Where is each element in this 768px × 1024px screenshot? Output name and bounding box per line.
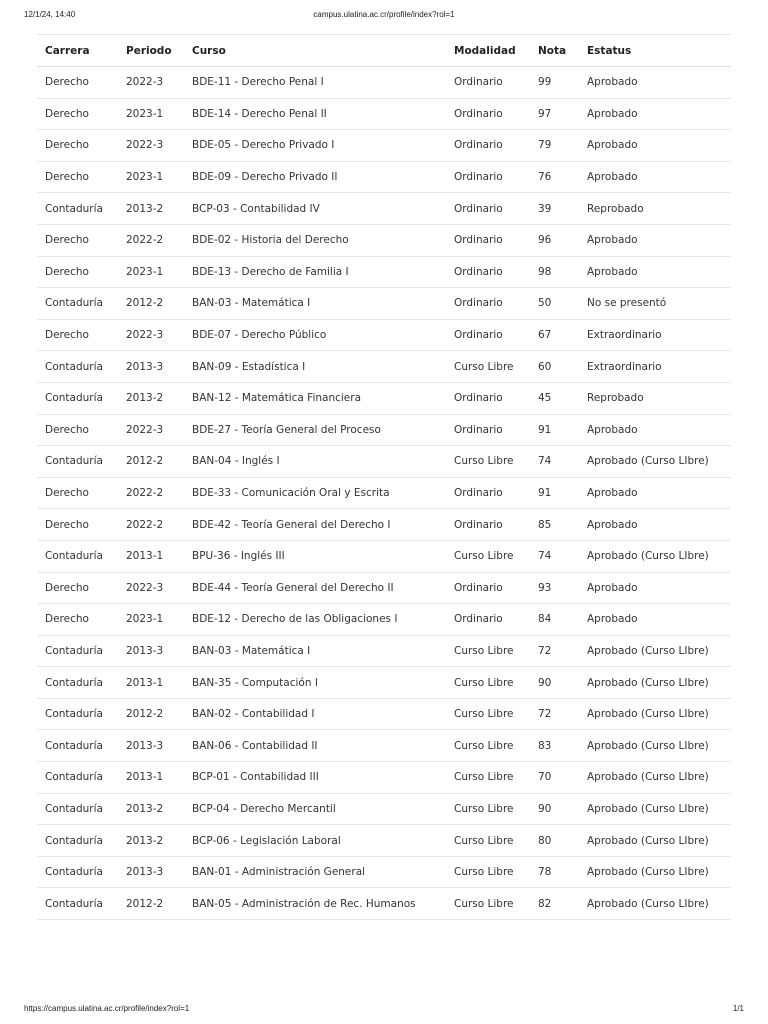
cell-estatus: Aprobado: [579, 604, 731, 636]
cell-periodo: 2022-3: [118, 67, 184, 99]
cell-periodo: 2013-1: [118, 667, 184, 699]
column-header-curso: Curso: [184, 35, 446, 67]
cell-carrera: Derecho: [37, 98, 118, 130]
cell-curso: BAN-03 - Matemática I: [184, 635, 446, 667]
cell-periodo: 2013-3: [118, 730, 184, 762]
cell-curso: BAN-03 - Matemática I: [184, 288, 446, 320]
cell-carrera: Derecho: [37, 477, 118, 509]
table-row: [37, 572, 731, 604]
cell-nota: 98: [530, 256, 579, 288]
cell-curso: BAN-09 - Estadística I: [184, 351, 446, 383]
cell-modalidad: Curso Libre: [446, 698, 530, 730]
cell-periodo: 2023-1: [118, 604, 184, 636]
cell-curso: BDE-27 - Teoría General del Proceso: [184, 414, 446, 446]
cell-periodo: 2012-2: [118, 888, 184, 920]
cell-estatus: Aprobado: [579, 130, 731, 162]
cell-modalidad: Curso Libre: [446, 888, 530, 920]
cell-estatus: Aprobado (Curso LIbre): [579, 446, 731, 478]
print-footer: [24, 1004, 744, 1016]
cell-carrera: Contaduría: [37, 193, 118, 225]
column-header-estatus: Estatus: [579, 35, 731, 67]
cell-carrera: Contaduría: [37, 793, 118, 825]
cell-curso: BDE-02 - Historia del Derecho: [184, 224, 446, 256]
table-row: [37, 667, 731, 699]
cell-curso: BAN-04 - Inglés I: [184, 446, 446, 478]
cell-modalidad: Curso Libre: [446, 825, 530, 857]
cell-curso: BCP-06 - Legislación Laboral: [184, 825, 446, 857]
column-header-carrera: Carrera: [37, 35, 118, 67]
cell-carrera: Contaduría: [37, 825, 118, 857]
cell-curso: BDE-11 - Derecho Penal I: [184, 67, 446, 99]
table-row: [37, 446, 731, 478]
table-row: [37, 351, 731, 383]
cell-curso: BCP-03 - Contabilidad IV: [184, 193, 446, 225]
cell-nota: 84: [530, 604, 579, 636]
cell-modalidad: Ordinario: [446, 67, 530, 99]
cell-modalidad: Curso Libre: [446, 351, 530, 383]
cell-modalidad: Curso Libre: [446, 793, 530, 825]
cell-curso: BAN-02 - Contabilidad I: [184, 698, 446, 730]
cell-carrera: Derecho: [37, 224, 118, 256]
cell-periodo: 2023-1: [118, 98, 184, 130]
cell-modalidad: Ordinario: [446, 130, 530, 162]
cell-curso: BDE-42 - Teoría General del Derecho I: [184, 509, 446, 541]
cell-modalidad: Ordinario: [446, 288, 530, 320]
cell-estatus: Aprobado (Curso LIbre): [579, 635, 731, 667]
cell-carrera: Contaduría: [37, 667, 118, 699]
table-row: [37, 67, 731, 99]
table-row: [37, 540, 731, 572]
cell-estatus: Aprobado (Curso LIbre): [579, 762, 731, 794]
cell-curso: BDE-09 - Derecho Privado II: [184, 161, 446, 193]
cell-nota: 83: [530, 730, 579, 762]
cell-estatus: Aprobado (Curso LIbre): [579, 888, 731, 920]
cell-curso: BDE-14 - Derecho Penal II: [184, 98, 446, 130]
cell-curso: BAN-01 - Administración General: [184, 856, 446, 888]
cell-nota: 72: [530, 698, 579, 730]
cell-estatus: Aprobado: [579, 572, 731, 604]
cell-nota: 82: [530, 888, 579, 920]
cell-carrera: Derecho: [37, 509, 118, 541]
cell-nota: 45: [530, 382, 579, 414]
cell-carrera: Derecho: [37, 130, 118, 162]
table-row: [37, 414, 731, 446]
cell-nota: 90: [530, 667, 579, 699]
cell-estatus: Aprobado: [579, 224, 731, 256]
column-header-periodo: Periodo: [118, 35, 184, 67]
print-datetime: 12/1/24, 14:40: [24, 10, 76, 19]
cell-periodo: 2012-2: [118, 698, 184, 730]
page-number: 1/1: [732, 1004, 744, 1013]
cell-modalidad: Curso Libre: [446, 730, 530, 762]
column-header-modalidad: Modalidad: [446, 35, 530, 67]
cell-modalidad: Curso Libre: [446, 762, 530, 794]
table-row: [37, 98, 731, 130]
cell-nota: 99: [530, 67, 579, 99]
cell-estatus: Aprobado (Curso LIbre): [579, 698, 731, 730]
cell-carrera: Contaduría: [37, 698, 118, 730]
cell-carrera: Derecho: [37, 161, 118, 193]
cell-carrera: Derecho: [37, 256, 118, 288]
cell-estatus: Aprobado (Curso LIbre): [579, 793, 731, 825]
cell-nota: 74: [530, 446, 579, 478]
cell-periodo: 2013-2: [118, 382, 184, 414]
cell-carrera: Derecho: [37, 572, 118, 604]
cell-estatus: Aprobado (Curso LIbre): [579, 730, 731, 762]
cell-nota: 72: [530, 635, 579, 667]
cell-estatus: Aprobado: [579, 67, 731, 99]
cell-estatus: No se presentó: [579, 288, 731, 320]
cell-nota: 85: [530, 509, 579, 541]
cell-modalidad: Curso Libre: [446, 667, 530, 699]
cell-estatus: Aprobado: [579, 256, 731, 288]
cell-nota: 79: [530, 130, 579, 162]
table-row: [37, 698, 731, 730]
table-row: [37, 825, 731, 857]
cell-periodo: 2013-2: [118, 793, 184, 825]
cell-periodo: 2022-2: [118, 509, 184, 541]
cell-estatus: Aprobado (Curso LIbre): [579, 540, 731, 572]
cell-estatus: Aprobado: [579, 414, 731, 446]
cell-nota: 91: [530, 477, 579, 509]
cell-modalidad: Ordinario: [446, 319, 530, 351]
cell-estatus: Aprobado: [579, 509, 731, 541]
cell-periodo: 2022-3: [118, 572, 184, 604]
cell-estatus: Extraordinario: [579, 319, 731, 351]
cell-carrera: Contaduría: [37, 446, 118, 478]
cell-modalidad: Ordinario: [446, 256, 530, 288]
cell-periodo: 2012-2: [118, 288, 184, 320]
table-row: [37, 193, 731, 225]
table-row: [37, 224, 731, 256]
table-row: [37, 635, 731, 667]
cell-curso: BDE-12 - Derecho de las Obligaciones I: [184, 604, 446, 636]
cell-carrera: Contaduría: [37, 540, 118, 572]
cell-carrera: Derecho: [37, 604, 118, 636]
cell-nota: 74: [530, 540, 579, 572]
cell-carrera: Contaduría: [37, 888, 118, 920]
cell-curso: BDE-44 - Teoría General del Derecho II: [184, 572, 446, 604]
cell-estatus: Aprobado (Curso LIbre): [579, 856, 731, 888]
table-row: [37, 130, 731, 162]
cell-estatus: Aprobado: [579, 161, 731, 193]
cell-carrera: Contaduría: [37, 288, 118, 320]
cell-curso: BDE-33 - Comunicación Oral y Escrita: [184, 477, 446, 509]
cell-carrera: Contaduría: [37, 382, 118, 414]
cell-estatus: Aprobado: [579, 477, 731, 509]
cell-carrera: Contaduría: [37, 635, 118, 667]
table-row: [37, 509, 731, 541]
cell-periodo: 2013-1: [118, 540, 184, 572]
table-row: [37, 161, 731, 193]
cell-curso: BDE-05 - Derecho Privado I: [184, 130, 446, 162]
cell-curso: BDE-13 - Derecho de Familia I: [184, 256, 446, 288]
table-row: [37, 288, 731, 320]
table-row: [37, 856, 731, 888]
cell-curso: BCP-04 - Derecho Mercantil: [184, 793, 446, 825]
cell-periodo: 2022-3: [118, 319, 184, 351]
cell-estatus: Extraordinario: [579, 351, 731, 383]
cell-modalidad: Curso Libre: [446, 540, 530, 572]
cell-estatus: Reprobado: [579, 382, 731, 414]
cell-periodo: 2022-2: [118, 477, 184, 509]
print-header-url: campus.ulatina.ac.cr/profile/index?rol=1: [313, 10, 455, 19]
cell-periodo: 2012-2: [118, 446, 184, 478]
cell-carrera: Contaduría: [37, 730, 118, 762]
cell-modalidad: Ordinario: [446, 604, 530, 636]
table-row: [37, 793, 731, 825]
cell-carrera: Derecho: [37, 67, 118, 99]
cell-modalidad: Ordinario: [446, 572, 530, 604]
cell-periodo: 2023-1: [118, 161, 184, 193]
cell-periodo: 2023-1: [118, 256, 184, 288]
cell-modalidad: Ordinario: [446, 193, 530, 225]
table-row: [37, 762, 731, 794]
print-footer-url: https://campus.ulatina.ac.cr/profile/index?rol=1: [24, 1004, 190, 1013]
cell-carrera: Derecho: [37, 319, 118, 351]
print-header: [24, 10, 744, 22]
table-row: [37, 604, 731, 636]
cell-nota: 50: [530, 288, 579, 320]
cell-estatus: Aprobado (Curso LIbre): [579, 667, 731, 699]
cell-curso: BDE-07 - Derecho Público: [184, 319, 446, 351]
cell-curso: BAN-35 - Computación I: [184, 667, 446, 699]
cell-modalidad: Curso Libre: [446, 856, 530, 888]
cell-modalidad: Ordinario: [446, 98, 530, 130]
cell-modalidad: Curso Libre: [446, 446, 530, 478]
cell-estatus: Reprobado: [579, 193, 731, 225]
cell-nota: 76: [530, 161, 579, 193]
cell-periodo: 2013-2: [118, 825, 184, 857]
cell-nota: 39: [530, 193, 579, 225]
cell-modalidad: Ordinario: [446, 161, 530, 193]
cell-curso: BPU-36 - Inglés III: [184, 540, 446, 572]
cell-modalidad: Curso Libre: [446, 635, 530, 667]
cell-modalidad: Ordinario: [446, 477, 530, 509]
cell-carrera: Contaduría: [37, 762, 118, 794]
cell-periodo: 2013-3: [118, 856, 184, 888]
cell-estatus: Aprobado (Curso LIbre): [579, 825, 731, 857]
column-header-nota: Nota: [530, 35, 579, 67]
cell-nota: 80: [530, 825, 579, 857]
cell-nota: 90: [530, 793, 579, 825]
cell-curso: BAN-12 - Matemática Financiera: [184, 382, 446, 414]
cell-nota: 93: [530, 572, 579, 604]
table-row: [37, 730, 731, 762]
cell-modalidad: Ordinario: [446, 414, 530, 446]
cell-nota: 67: [530, 319, 579, 351]
cell-modalidad: Ordinario: [446, 509, 530, 541]
cell-periodo: 2022-3: [118, 130, 184, 162]
cell-periodo: 2022-2: [118, 224, 184, 256]
cell-nota: 78: [530, 856, 579, 888]
cell-modalidad: Ordinario: [446, 382, 530, 414]
cell-periodo: 2013-3: [118, 635, 184, 667]
table-row: [37, 888, 731, 920]
cell-curso: BAN-05 - Administración de Rec. Humanos: [184, 888, 446, 920]
cell-nota: 70: [530, 762, 579, 794]
cell-estatus: Aprobado: [579, 98, 731, 130]
cell-curso: BAN-06 - Contabilidad II: [184, 730, 446, 762]
cell-nota: 97: [530, 98, 579, 130]
cell-curso: BCP-01 - Contabilidad III: [184, 762, 446, 794]
cell-periodo: 2013-1: [118, 762, 184, 794]
cell-nota: 91: [530, 414, 579, 446]
table-row: [37, 256, 731, 288]
cell-periodo: 2013-2: [118, 193, 184, 225]
table-row: [37, 382, 731, 414]
cell-carrera: Derecho: [37, 414, 118, 446]
table-row: [37, 319, 731, 351]
table-body: [37, 67, 731, 920]
table-row: [37, 477, 731, 509]
table-header: [37, 35, 731, 67]
cell-periodo: 2013-3: [118, 351, 184, 383]
grades-table: [37, 34, 731, 920]
cell-carrera: Contaduría: [37, 856, 118, 888]
cell-periodo: 2022-3: [118, 414, 184, 446]
table-header-row: [37, 35, 731, 67]
cell-nota: 60: [530, 351, 579, 383]
cell-modalidad: Ordinario: [446, 224, 530, 256]
cell-carrera: Contaduría: [37, 351, 118, 383]
cell-nota: 96: [530, 224, 579, 256]
